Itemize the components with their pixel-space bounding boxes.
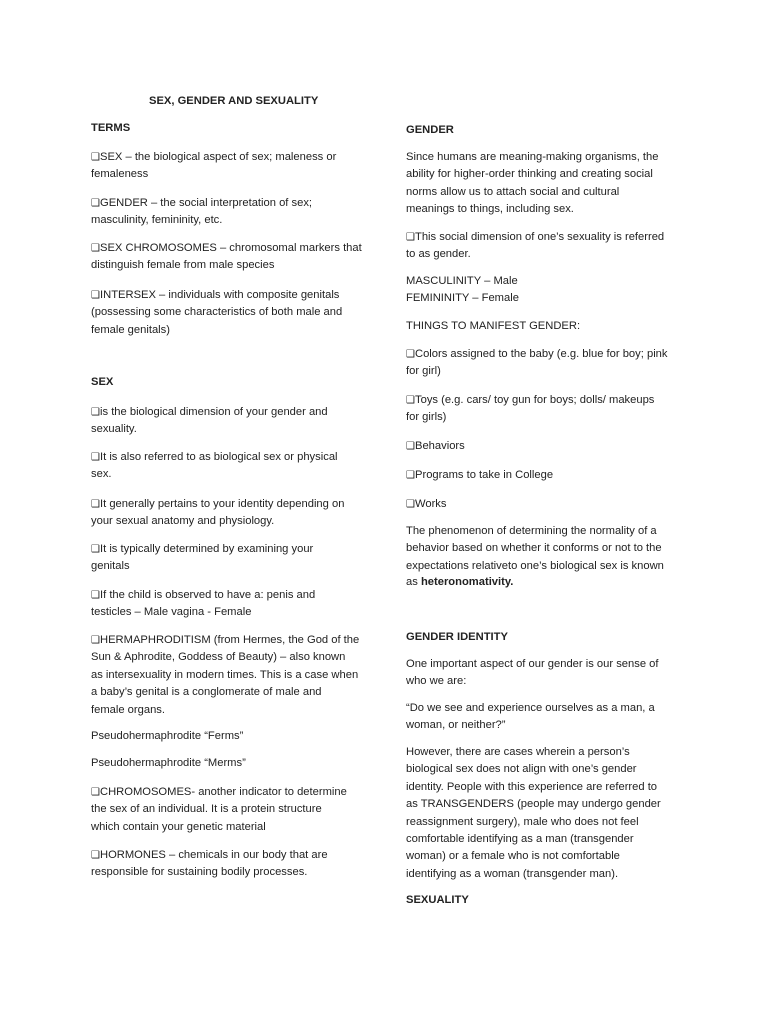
term-text-line: GENDER – the social interpretation of sex; (100, 197, 313, 209)
checkbox-bullet-icon: ❑ (91, 590, 100, 601)
term-text-line: (possessing some characteristics of both male and (91, 306, 343, 319)
identity-cases-line: identifying as a woman (transgender man). (406, 867, 619, 880)
sex-text-line: sex. (91, 468, 112, 481)
sex-text-line: genitals (91, 560, 130, 573)
checkbox-bullet-icon: ❑ (91, 499, 100, 510)
masculinity-line: MASCULINITY – Male (406, 275, 518, 287)
sex-text-line: If the child is observed to have a: penis and (100, 589, 316, 601)
page-title: SEX, GENDER AND SEXUALITY (149, 95, 319, 107)
checkbox-bullet-icon: ❑ (406, 441, 415, 452)
sex-text-line: HORMONES – chemicals in our body that are (100, 849, 328, 861)
checkbox-bullet-icon: ❑ (406, 499, 415, 510)
sex-text-line: responsible for sustaining bodily processes. (91, 866, 308, 879)
gender-social-text-line: to as gender. (406, 248, 471, 261)
sex-text-line: It generally pertains to your identity depending on (100, 498, 345, 510)
gender-heading: GENDER (406, 124, 454, 136)
checkbox-bullet-icon: ❑ (406, 470, 415, 481)
term-text-line: female genitals) (91, 323, 170, 336)
checkbox-bullet-icon: ❑ (91, 787, 100, 798)
identity-cases-line: identity. People with this experience are referred to (406, 780, 658, 793)
identity-quote-line: woman, or neither?” (406, 719, 506, 732)
sexuality-heading: SEXUALITY (406, 894, 469, 906)
manifest-text-line: Colors assigned to the baby (e.g. blue for boy; pink (415, 348, 668, 360)
heteronormativity-line: behavior based on whether it conforms or not to the (406, 542, 662, 555)
manifest-text-line: for girl) (406, 365, 441, 378)
identity-cases-line: biological sex does not align with one’s gender (406, 763, 637, 776)
checkbox-bullet-icon: ❑ (406, 395, 415, 406)
term-text-line: distinguish female from male species (91, 259, 275, 272)
gender-intro-line: ability for higher-order thinking and creating social (406, 168, 653, 181)
sex-text-line: Sun & Aphrodite, Goddess of Beauty) – also known (91, 651, 346, 664)
term-text-line: INTERSEX – individuals with composite genitals (100, 289, 340, 301)
identity-intro-line: who we are: (406, 675, 467, 688)
gender-intro-line: Since humans are meaning-making organisms, the (406, 151, 659, 163)
heteronormativity-line: The phenomenon of determining the normality of a (406, 525, 657, 537)
checkbox-bullet-icon: ❑ (91, 152, 100, 163)
sex-text-line: CHROMOSOMES- another indicator to determine (100, 786, 347, 798)
checkbox-bullet-icon: ❑ (91, 407, 100, 418)
gender-social-text-line: This social dimension of one’s sexuality is referred (415, 231, 665, 243)
term-text-line: SEX – the biological aspect of sex; maleness or (100, 151, 337, 163)
sex-heading: SEX (91, 376, 114, 388)
sex-text-line: sexuality. (91, 423, 137, 436)
checkbox-bullet-icon: ❑ (91, 635, 100, 646)
term-text-line: masculinity, femininity, etc. (91, 214, 223, 227)
heteronormativity-term: heteronomativity. (420, 576, 514, 588)
identity-intro-line: One important aspect of our gender is our sense of (406, 658, 659, 670)
manifest-text-line: Programs to take in College (415, 469, 554, 481)
manifest-text-line: for girls) (406, 411, 447, 424)
checkbox-bullet-icon: ❑ (406, 232, 415, 243)
identity-cases-line: reassignment surgery), male who does not feel (406, 815, 639, 828)
checkbox-bullet-icon: ❑ (406, 349, 415, 360)
sex-text-line: HERMAPHRODITISM (from Hermes, the God of the (100, 634, 360, 646)
sex-text-line: female organs. (91, 703, 166, 716)
sex-text-line: testicles – Male vagina - Female (91, 606, 252, 619)
identity-cases-line: However, there are cases wherein a person’s (406, 746, 630, 758)
gender-intro-line: norms allow us to attach social and cultural (406, 185, 620, 198)
heteronormativity-line: expectations relativeto one’s biological sex is known (406, 559, 664, 572)
sex-text-line: is the biological dimension of your gender and (100, 406, 328, 418)
term-text-line: femaleness (91, 168, 149, 181)
checkbox-bullet-icon: ❑ (91, 198, 100, 209)
sex-text-line: as intersexuality in modern times. This is a case when (91, 668, 359, 681)
checkbox-bullet-icon: ❑ (91, 544, 100, 555)
gender-identity-heading: GENDER IDENTITY (406, 631, 508, 643)
femininity-line: FEMININITY – Female (406, 292, 519, 304)
sex-text-line: which contain your genetic material (91, 820, 266, 833)
checkbox-bullet-icon: ❑ (91, 290, 100, 301)
identity-cases-line: as TRANSGENDERS (people may undergo gender (406, 798, 661, 811)
term-text-line: SEX CHROMOSOMES – chromosomal markers that (100, 242, 362, 254)
sex-text-line: the sex of an individual. It is a protein structure (91, 803, 322, 816)
checkbox-bullet-icon: ❑ (91, 243, 100, 254)
manifest-heading: THINGS TO MANIFEST GENDER: (406, 320, 581, 332)
checkbox-bullet-icon: ❑ (91, 452, 100, 463)
sex-text-line: a baby’s genital is a conglomerate of male and (91, 686, 322, 699)
sex-text-line: Pseudohermaphrodite “Ferms” (91, 730, 244, 742)
sex-text-line: your sexual anatomy and physiology. (91, 515, 275, 528)
gender-intro-line: meanings to things, including sex. (406, 203, 574, 216)
manifest-text-line: Works (415, 498, 447, 510)
identity-cases-line: comfortable identifying as a man (transgender (406, 833, 634, 845)
identity-cases-line: woman) or a female who is not comfortable (406, 850, 620, 863)
sex-text-line: It is typically determined by examining your (100, 543, 314, 555)
checkbox-bullet-icon: ❑ (91, 850, 100, 861)
sex-text-line: It is also referred to as biological sex or physical (100, 451, 338, 463)
heteronormativity-prefix: as (406, 576, 421, 588)
identity-quote-line: “Do we see and experience ourselves as a man, a (406, 702, 655, 714)
manifest-text-line: Toys (e.g. cars/ toy gun for boys; dolls/ makeups (415, 394, 655, 406)
heteronormativity-last-line (406, 574, 513, 591)
terms-heading: TERMS (91, 122, 131, 134)
sex-text-line: Pseudohermaphrodite “Merms” (91, 757, 246, 769)
manifest-text-line: Behaviors (415, 440, 465, 452)
